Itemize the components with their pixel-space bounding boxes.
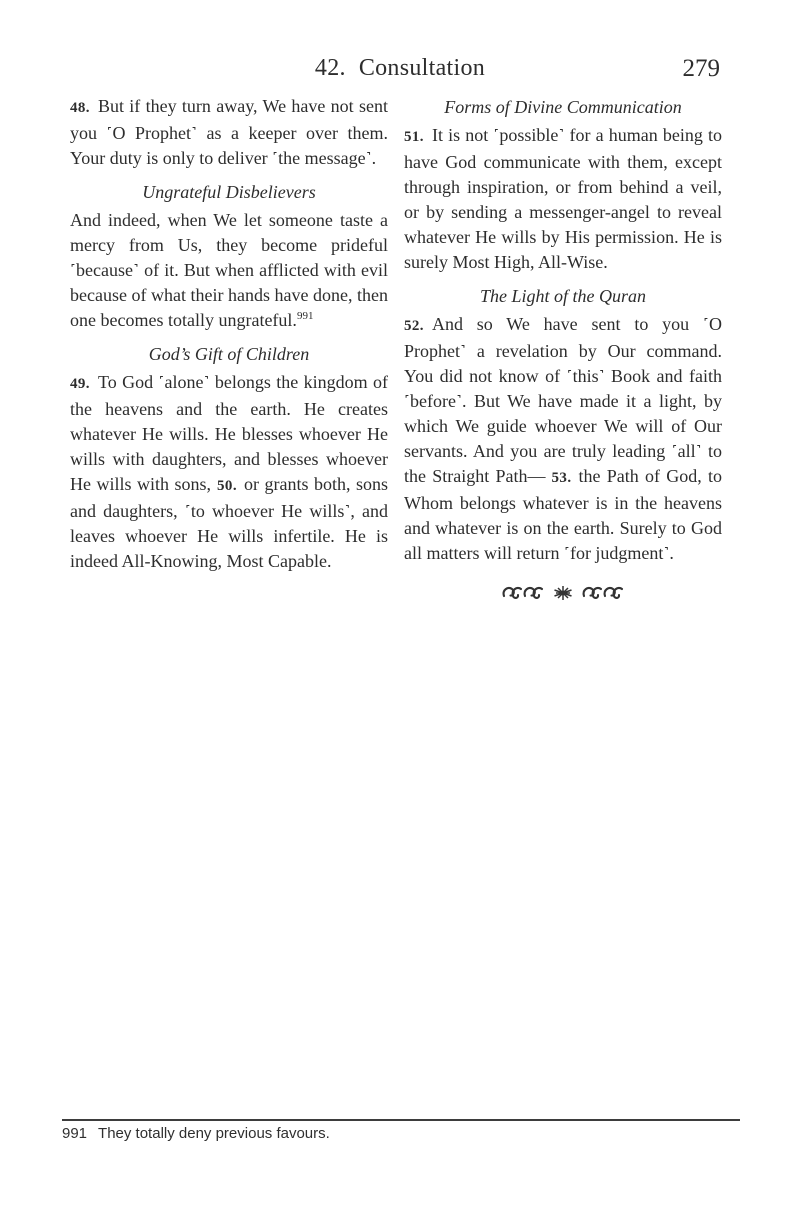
footnote-text: They totally deny previous favours. [98, 1125, 330, 1142]
verse-50-text: or grants both, sons and daughters, ˹to whoever He wills˺, and leaves whoever He wills infertile. He is indeed All-Knowing, Most Capable. [70, 474, 388, 571]
page-number: 279 [682, 55, 720, 82]
verse-48-paragraph [70, 94, 388, 171]
ungrateful-paragraph [70, 208, 388, 333]
chapter-title: Consultation [358, 55, 486, 81]
verse-number-51: 51. [404, 129, 424, 145]
footnote-block [62, 1119, 740, 1143]
section-heading-ungrateful-disbelievers: Ungrateful Disbelievers [142, 182, 316, 202]
page-header [0, 52, 800, 88]
verse-48-text: But if they turn away, We have not sent you ˹O Prophet˺ as a keeper over them. Your duty is only to deliver ˹the message˺. [70, 96, 388, 168]
footnote-reference-991: 991 [296, 310, 314, 322]
verse-51-text: It is not ˹possible˺ for a human being to have God communicate with them, except through inspiration, or from behind a veil, or by sending a messenger-angel to reveal whatever He wills by His permission. He is surely Most High, All-Wise. [404, 125, 722, 272]
verse-51-paragraph [404, 123, 722, 275]
verse-number-52: 52. [404, 318, 424, 334]
verse-49-50-paragraph [70, 370, 388, 574]
section-heading-gods-gift-of-children: God’s Gift of Children [148, 344, 310, 364]
verse-number-49: 49. [70, 376, 90, 392]
verse-52-text: And so We have sent to you ˹O Prophet˺ a revelation by Our command. You did not know of ˹this˺ Book and faith ˹before˺. But We have made it a light, by which We guide whoever We will of Our servants. And you are truly leading ˹all˺ to the Straight Path— [404, 314, 722, 486]
column-left [70, 94, 388, 574]
verse-52-53-paragraph [404, 312, 722, 566]
footnote-number: 991 [62, 1125, 88, 1142]
ungrateful-paragraph-text: And indeed, when We let someone taste a mercy from Us, they become prideful ˹because˺ of it. But when afflicted with evil because of what their hands have done, then one becomes totally ungrateful. [70, 210, 388, 330]
verse-49-text: To God ˹alone˺ belongs the kingdom of the heavens and the earth. He creates whatever He wills. He blesses whoever He wills with daughters, and blesses whoever He wills with sons, [70, 372, 388, 494]
verse-number-53: 53. [551, 470, 572, 486]
chapter-number: 42. [314, 55, 346, 81]
section-heading-forms-of-divine-communication: Forms of Divine Communication [444, 97, 682, 117]
verse-number-48: 48. [70, 100, 90, 116]
verse-number-50: 50. [217, 478, 237, 494]
section-heading-light-of-the-quran: The Light of the Quran [479, 286, 646, 306]
surah-end-ornament [404, 579, 722, 604]
verse-53-text: the Path of God, to Whom belongs whatever is in the heavens and whatever is on the earth. Surely to God all matters will return ˹for judgment˺. [404, 466, 722, 563]
chapter-heading [0, 52, 800, 84]
floral-scroll-divider-icon [501, 583, 625, 603]
column-right [404, 94, 722, 604]
